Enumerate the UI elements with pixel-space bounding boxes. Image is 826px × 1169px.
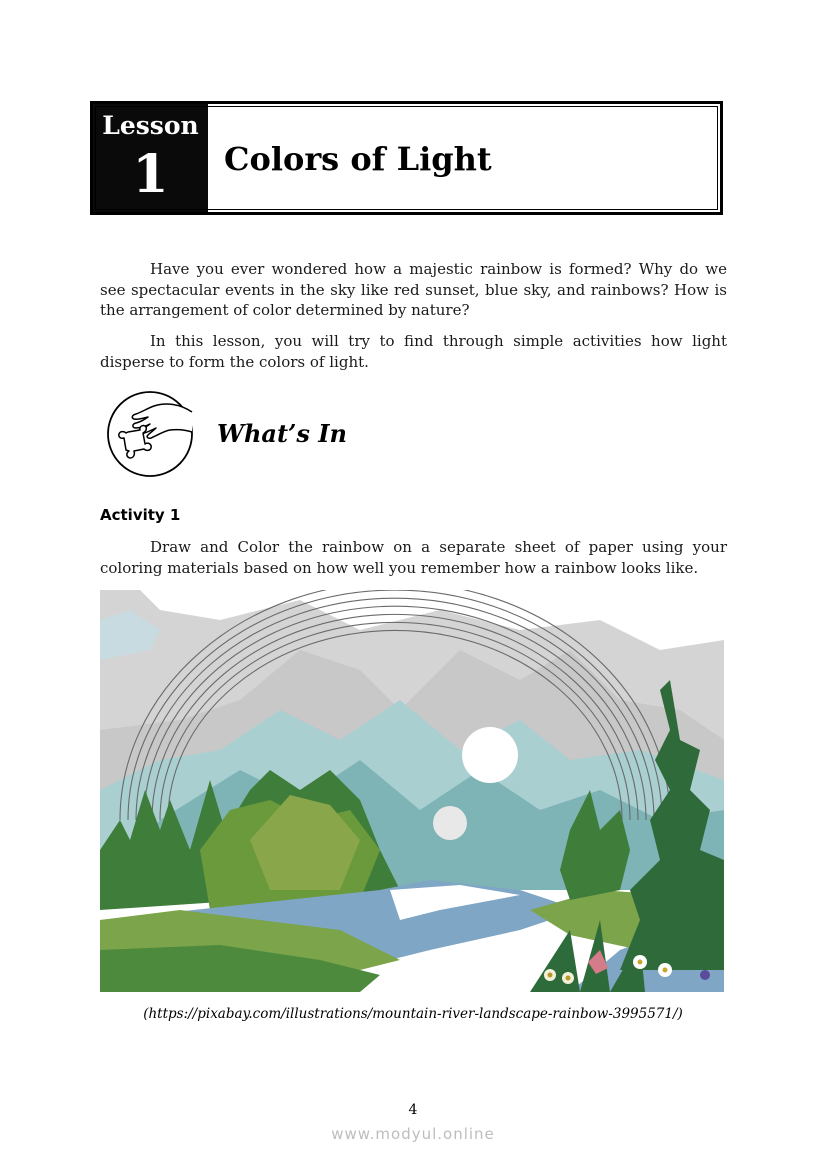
section-heading-whats-in: What’s In: [217, 419, 347, 448]
lesson-title: Colors of Light: [224, 140, 492, 178]
hand-puzzle-piece-icon: [106, 390, 194, 478]
lesson-badge: [93, 104, 208, 212]
site-watermark: www.modyul.online: [331, 1125, 495, 1143]
rainbow-landscape-illustration: [100, 590, 724, 992]
image-citation: (https://pixabay.com/illustrations/mountain-river-landscape-rainbow-3995571/): [143, 1006, 683, 1022]
intro-paragraph-1: Have you ever wondered how a majestic rainbow is formed? Why do we see spectacular events in the sky like red sunset, blue sky, and rainbows? How is the arrangement of color determined by nature?: [100, 260, 727, 319]
activity-instruction: Draw and Color the rainbow on a separate sheet of paper using your coloring materials based on how well you remember how a rainbow looks like.: [100, 538, 727, 577]
activity-label: Activity 1: [100, 506, 181, 524]
lesson-number: 1: [132, 144, 169, 205]
page-number: 4: [408, 1102, 418, 1118]
lesson-header: [90, 101, 723, 215]
lesson-label: Lesson: [102, 111, 199, 140]
intro-paragraph-2: In this lesson, you will try to find through simple activities how light disperse to form the colors of light.: [100, 332, 727, 371]
